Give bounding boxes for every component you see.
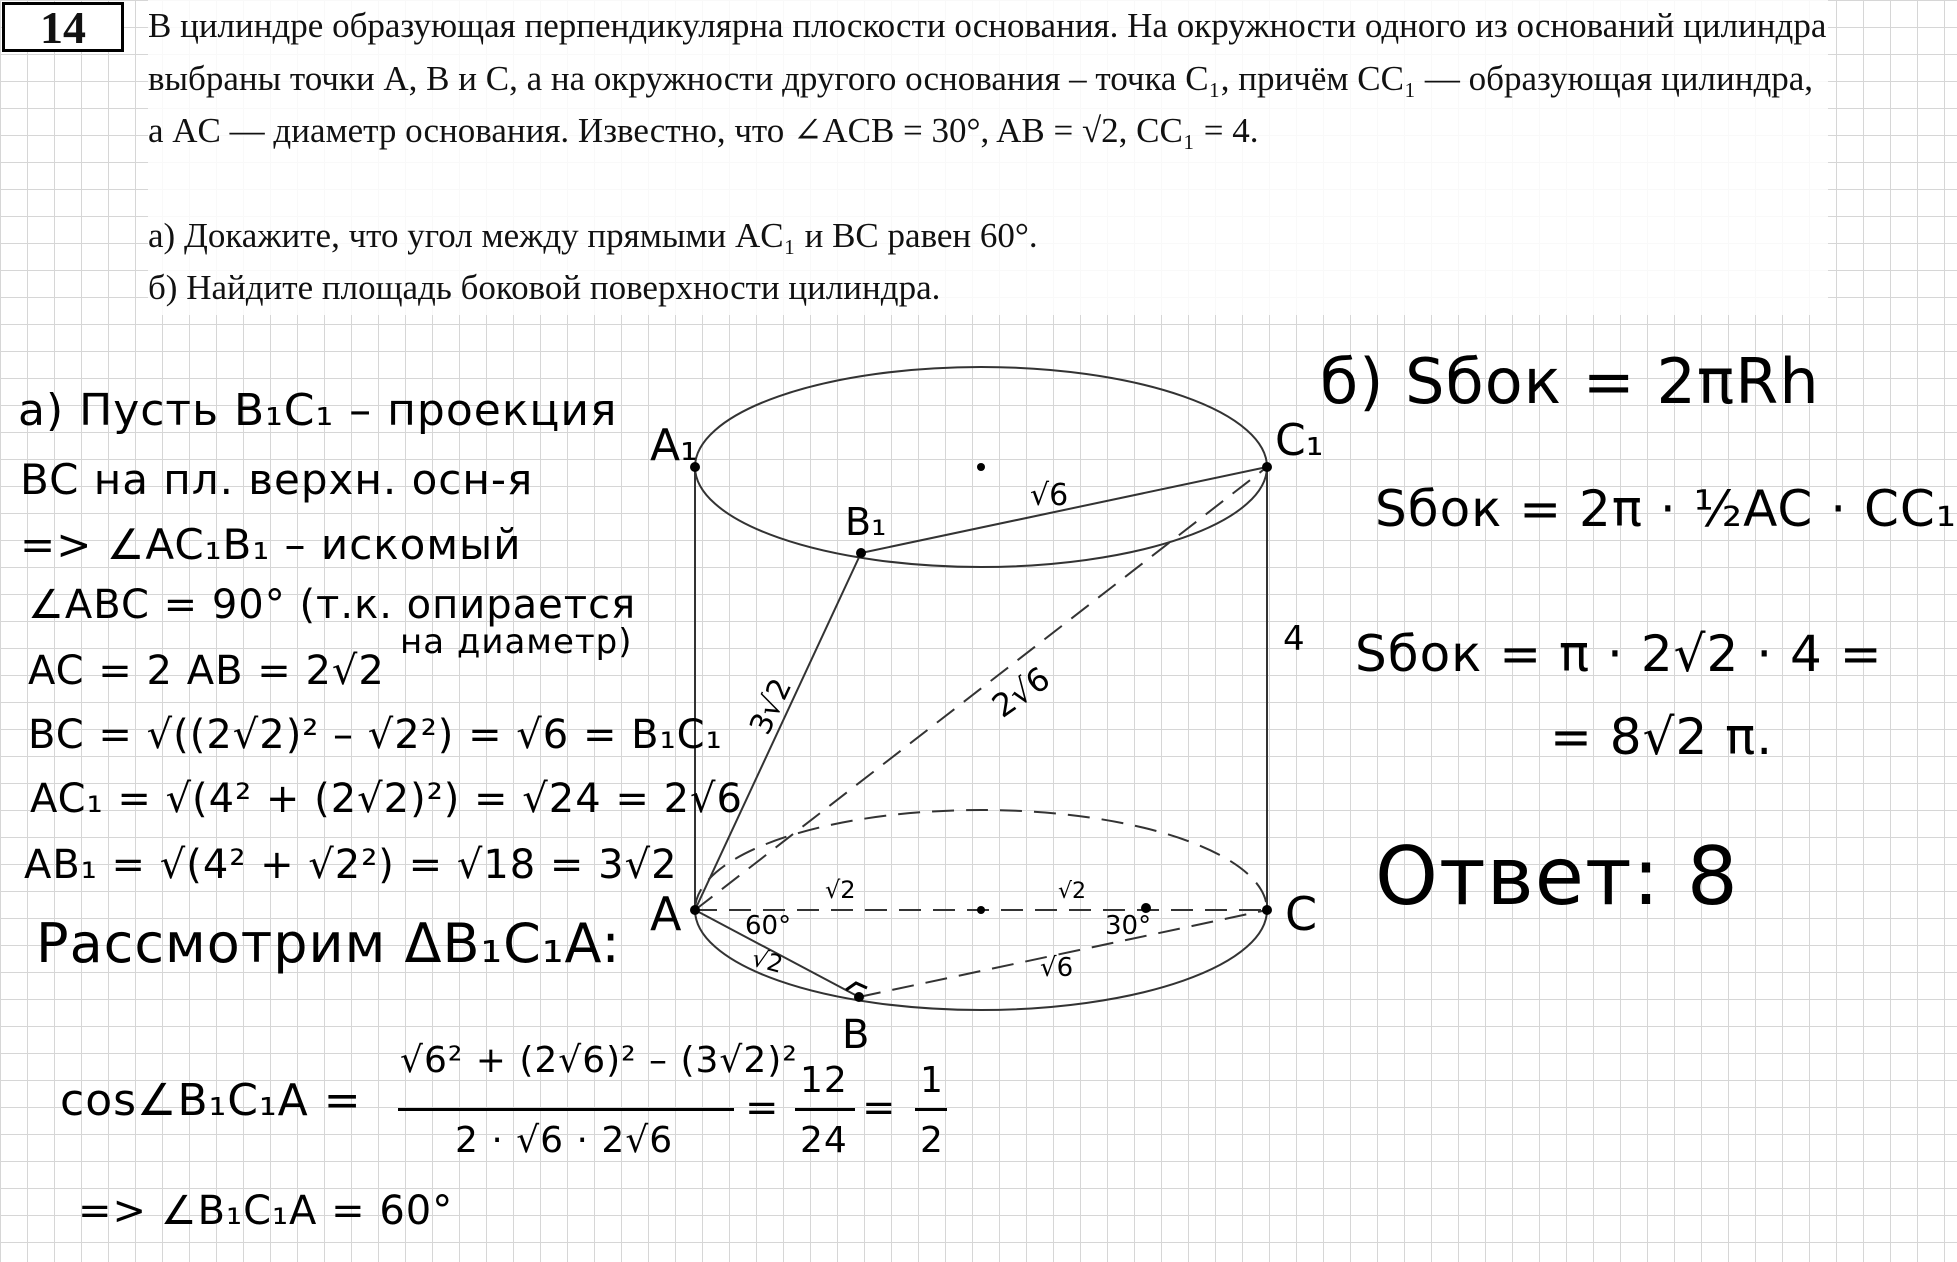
cos-eq-1: =: [745, 1085, 780, 1131]
solution-a-line-1: а) Пусть B₁C₁ – проекция: [18, 385, 618, 436]
edge-label-oc: √2: [1058, 879, 1087, 904]
point-c: [1262, 905, 1272, 915]
cos-frac2-den: 24: [800, 1120, 848, 1161]
cos-frac2-num: 12: [800, 1060, 848, 1101]
edge-label-ac1: 2√6: [985, 659, 1057, 726]
cos-frac2-bar: [795, 1108, 855, 1111]
solution-b-line-4: = 8√2 π.: [1550, 708, 1774, 766]
angle-label-c: 30°: [1105, 911, 1152, 941]
center-top: [977, 463, 985, 471]
solution-a-line-7: BC = √((2√2)² – √2²) = √6 = B₁C₁: [28, 712, 723, 758]
cos-fraction-bar: [398, 1108, 734, 1111]
point-b1: [856, 548, 866, 558]
point-a: [690, 905, 700, 915]
edge-label-cc1: 4: [1283, 619, 1305, 659]
edge-label-bc: √6: [1040, 953, 1074, 983]
cos-frac3-den: 2: [920, 1120, 944, 1161]
solution-a-line-2: BC на пл. верхн. осн-я: [20, 455, 534, 504]
edge-label-ao: √2: [825, 876, 856, 904]
cos-left: cos∠B₁C₁A =: [60, 1075, 362, 1126]
center-bottom: [977, 906, 985, 914]
right-angle-mark: [846, 983, 867, 990]
point-b: [854, 992, 864, 1002]
solution-a-line-4: ∠ABC = 90° (т.к. опирается: [28, 582, 637, 628]
cos-eq-2: =: [862, 1085, 897, 1131]
cos-frac3-num: 1: [920, 1060, 944, 1101]
solution-a-line-9: AB₁ = √(4² + √2²) = √18 = 3√2: [24, 842, 678, 888]
part-a-question: а) Докажите, что угол между прямыми AC₁ и BC равен 60°.: [148, 215, 1038, 255]
angle-label-a: 60°: [745, 911, 792, 941]
label-b1: B₁: [845, 500, 887, 544]
part-b-question: б) Найдите площадь боковой поверхности цилиндра.: [148, 268, 941, 307]
solution-a-line-5: на диаметр): [400, 622, 633, 662]
edge-label-b1c1: √6: [1030, 478, 1069, 513]
label-b: B: [842, 1012, 870, 1058]
cos-frac3-bar: [915, 1108, 947, 1111]
solution-b-line-1: б) Sбок = 2πRh: [1320, 345, 1820, 418]
bottom-base-back-arc: [695, 810, 1267, 910]
cos-numerator: √6² + (2√6)² – (3√2)²: [400, 1040, 798, 1081]
label-a: A: [650, 887, 682, 941]
edge-label-ab1: 3√2: [743, 673, 800, 740]
answer: Ответ: 8: [1375, 830, 1739, 923]
problem-statement: В цилиндре образующая перпендикулярна плоскости основания. На окружности одного из оснований цилиндра выбраны точки A, B и C, а на окружности другого основания – точка C₁, причём CC₁ — образующая цилиндра, а AC — диаметр основания. Известно, что ∠ACB = 30°, AB = √2, CC₁ = 4.: [148, 6, 1827, 150]
solution-a-line-6: AC = 2 AB = 2√2: [28, 648, 385, 694]
solution-a-conclusion: => ∠B₁C₁A = 60°: [78, 1188, 454, 1234]
solution-b-line-2: Sбок = 2π · ½AC · CC₁: [1375, 480, 1957, 538]
solution-a-line-8: AC₁ = √(4² + (2√2)²) = √24 = 2√6: [30, 776, 743, 822]
solution-a-line-3: => ∠AC₁B₁ – искомый: [20, 520, 522, 569]
solution-b-line-3: Sбок = π · 2√2 · 4 =: [1355, 625, 1883, 683]
edge-label-ab: √2: [748, 943, 786, 979]
cos-denominator: 2 · √6 · 2√6: [455, 1120, 674, 1161]
point-c1: [1262, 462, 1272, 472]
problem-number: 14: [2, 2, 124, 52]
solution-a-line-10: Рассмотрим ΔB₁C₁A:: [36, 912, 621, 975]
label-c1: C₁: [1275, 415, 1324, 466]
label-a1: A₁: [650, 420, 698, 471]
label-c: C: [1285, 887, 1318, 941]
